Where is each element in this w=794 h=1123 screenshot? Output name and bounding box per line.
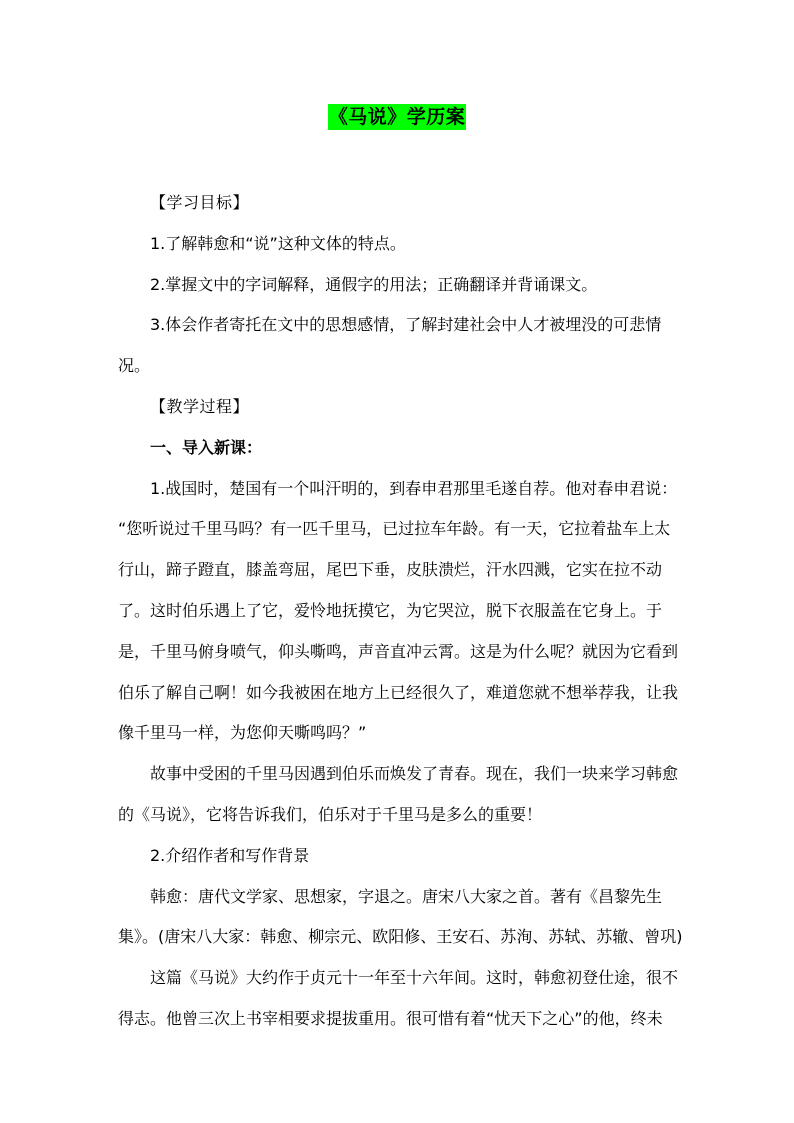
objectives-label: 【学习目标】	[150, 193, 250, 212]
objective-item: 3.体会作者寄托在文中的思想感情，了解封建社会中人才被埋没的可悲情况。	[118, 315, 662, 376]
part1-heading: 一、导入新课：	[150, 437, 263, 457]
author-text: 韩愈：唐代文学家、思想家，字退之。唐宋八大家之首。著有《昌黎先生集》。(唐宋八大家：韩愈、柳宗元、欧阳修、王安石、苏洵、苏轼、苏辙、曾巩)	[118, 886, 683, 947]
title-wrap	[0, 104, 794, 130]
process-label: 【教学过程】	[150, 396, 250, 416]
story-intro-line: 1.战国时，楚国有一个叫汗明的，到春申君那里毛遂自荐。他对春申君说：	[150, 478, 678, 498]
page-title: 《马说》学历案	[328, 106, 466, 128]
background-text: 这篇《马说》大约作于贞元十一年至十六年间。这时，韩愈初登仕途，很不得志。他曾三次上书宰相要求提拔重用。很可惜有着“忧天下之心”的他，终未	[118, 968, 679, 1028]
objective-item: 2.掌握文中的字词解释，通假字的用法；正确翻译并背诵课文。	[150, 274, 598, 294]
author-heading: 2.介绍作者和写作背景	[150, 845, 310, 865]
objective-item: 1.了解韩愈和“说”这种文体的特点。	[150, 233, 406, 253]
story-quote: “您听说过千里马吗？有一匹千里马，已过拉车年龄。有一天，它拉着盐车上太行山，蹄子蹬直，膝盖弯屈，尾巴下垂，皮肤溃烂，汗水四溅，它实在拉不动了。这时伯乐遇上了它，爱怜地抚摸它，为它哭泣，脱下衣服盖在它身上。于是，千里马俯身喷气，仰头嘶鸣，声音直冲云霄。这是为什么呢？就因为它看到伯乐了解自己啊！如今我被困在地方上已经很久了，难道您就不想举荐我，让我像千里马一样，为您仰天嘶鸣吗？”	[118, 519, 679, 743]
document-body	[118, 183, 684, 1040]
story-summary: 故事中受困的千里马因遇到伯乐而焕发了青春。现在，我们一块来学习韩愈的《马说》，它将告诉我们，伯乐对于千里马是多么的重要！	[118, 764, 679, 824]
